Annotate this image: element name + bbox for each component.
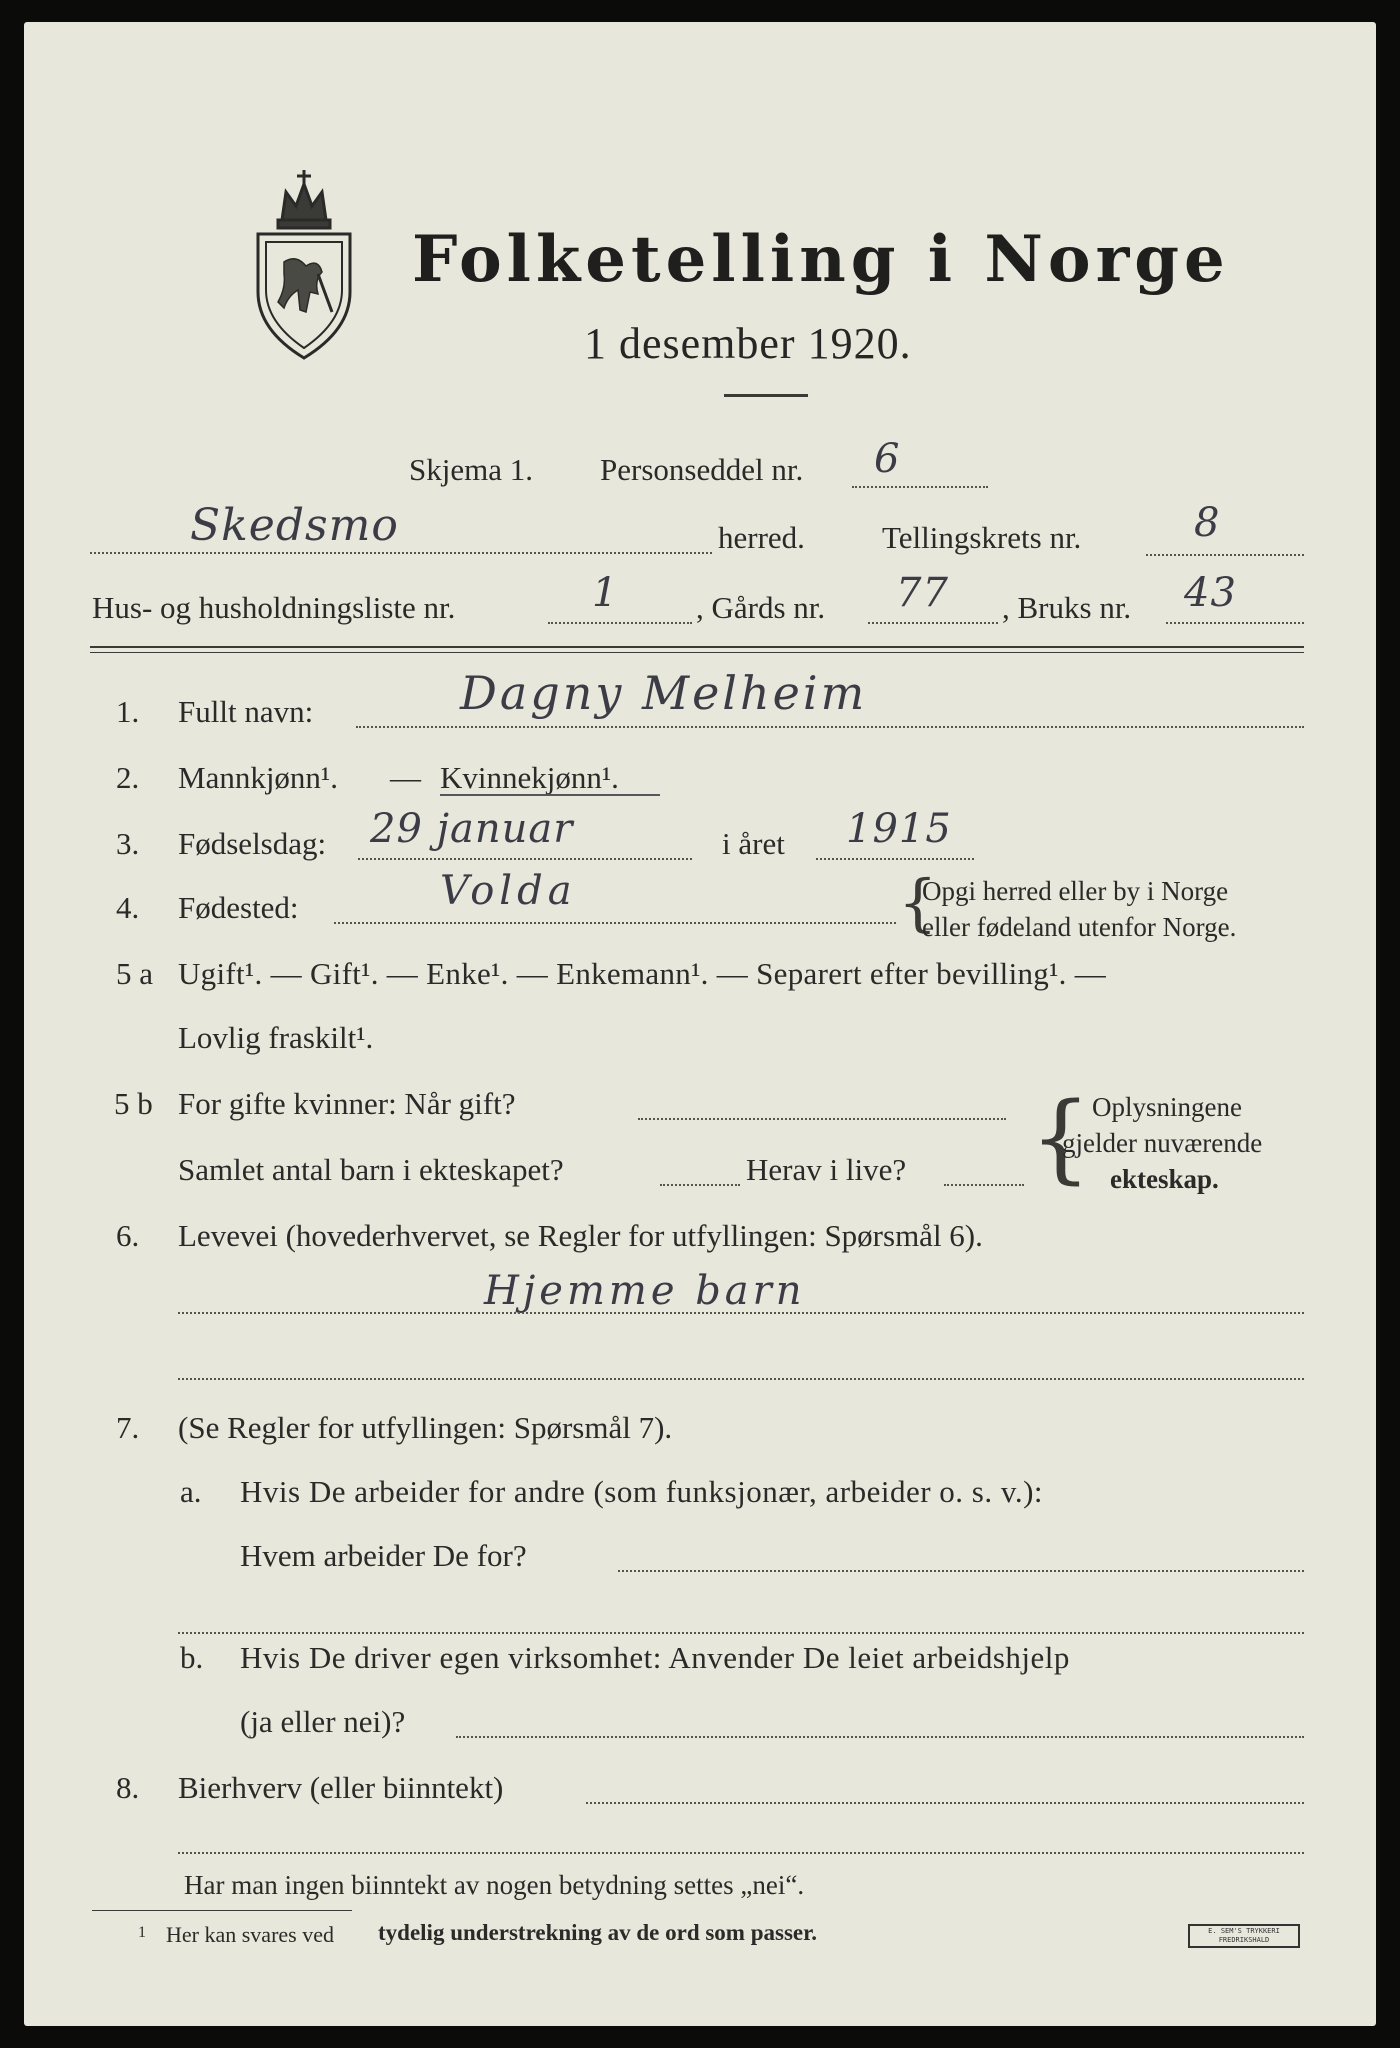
- q7-label: (Se Regler for utfyllingen: Spørsmål 7).: [178, 1410, 673, 1445]
- q3-year-label: i året: [722, 826, 785, 861]
- footnote-text-plain: Her kan svares ved: [166, 1922, 334, 1947]
- q2-dash: —: [390, 760, 421, 795]
- q3-line: [358, 858, 692, 860]
- q5a-option-divorced[interactable]: Lovlig fraskilt¹.: [178, 1020, 374, 1055]
- q1-label: Fullt navn:: [178, 694, 314, 729]
- footnote-divider: [92, 1910, 352, 1911]
- q1-line: [356, 726, 1304, 728]
- q5b-children-total: Samlet antal barn i ekteskapet?: [178, 1152, 564, 1187]
- q2-option-female[interactable]: Kvinnekjønn¹.: [440, 760, 619, 795]
- husliste-value[interactable]: 1: [592, 570, 619, 616]
- husliste-line: [548, 622, 692, 624]
- bruks-label: , Bruks nr.: [1002, 590, 1132, 625]
- gards-line: [868, 622, 998, 624]
- title-divider: [724, 394, 808, 397]
- q6-label: Levevei (hovederhvervet, se Regler for utfyllingen: Spørsmål 6).: [178, 1218, 983, 1253]
- q6-number: 6.: [116, 1218, 140, 1253]
- q4-label: Fødested:: [178, 890, 299, 925]
- q5b-children-alive-line: [944, 1184, 1024, 1186]
- q2-number: 2.: [116, 760, 140, 795]
- q5b-children-alive: Herav i live?: [746, 1152, 907, 1187]
- q5b-note-line2: gjelder nuværende: [1062, 1128, 1263, 1158]
- norwegian-coat-of-arms-icon: [244, 162, 364, 362]
- form-title: Folketelling i Norge: [412, 222, 1230, 297]
- tellingskrets-label: Tellingskrets nr.: [882, 520, 1082, 555]
- personseddel-value[interactable]: 6: [874, 436, 901, 482]
- q4-number: 4.: [116, 890, 140, 925]
- q8-note: Har man ingen biinntekt av nogen betydning settes „nei“.: [184, 1870, 805, 1900]
- header-divider-top: [90, 646, 1304, 648]
- q6-line1: [178, 1312, 1304, 1314]
- q4-note-line1: Opgi herred eller by i Norge: [922, 876, 1229, 906]
- q5a-number: 5 a: [116, 956, 154, 991]
- herred-label: herred.: [718, 520, 805, 555]
- q1-number: 1.: [116, 694, 140, 729]
- q4-note-brace: {: [898, 866, 938, 939]
- footnote-mark: 1: [138, 1924, 146, 1941]
- personseddel-label: Personseddel nr.: [600, 452, 804, 487]
- q6-line2: [178, 1378, 1304, 1380]
- q8-label: Bierhverv (eller biinntekt): [178, 1770, 504, 1805]
- q5b-note-brace: {: [1030, 1082, 1092, 1194]
- q4-birthplace[interactable]: Volda: [440, 868, 577, 914]
- q5a-options[interactable]: Ugift¹. — Gift¹. — Enke¹. — Enkemann¹. — Separert efter bevilling¹. —: [178, 956, 1107, 991]
- q7b-letter: b.: [180, 1640, 204, 1675]
- q5b-married-when-line: [638, 1118, 1006, 1120]
- gards-label: , Gårds nr.: [696, 590, 826, 625]
- bruks-value[interactable]: 43: [1184, 570, 1237, 616]
- q7-number: 7.: [116, 1410, 140, 1445]
- q4-note-line2: eller fødeland utenfor Norge.: [922, 912, 1237, 942]
- q7b-answer-label: (ja eller nei)?: [240, 1704, 406, 1739]
- q7a-employer-label: Hvem arbeider De for?: [240, 1538, 527, 1573]
- header-divider-bottom: [90, 652, 1304, 653]
- tellingskrets-line: [1146, 554, 1304, 556]
- herred-value[interactable]: Skedsmo: [190, 500, 399, 551]
- gards-value[interactable]: 77: [896, 570, 949, 616]
- q7a-employer-line2: [178, 1632, 1304, 1634]
- q8-line1: [586, 1802, 1304, 1804]
- tellingskrets-value[interactable]: 8: [1194, 500, 1221, 546]
- q3-year-line: [816, 858, 974, 860]
- q4-line: [334, 922, 896, 924]
- printer-stamp: E. SEM'S TRYKKERI FREDRIKSHALD: [1188, 1924, 1300, 1948]
- q7b-question: Hvis De driver egen virksomhet: Anvender De leiet arbeidshjelp: [240, 1640, 1070, 1675]
- q1-full-name[interactable]: Dagny Melheim: [460, 666, 868, 720]
- q2-option-male[interactable]: Mannkjønn¹.: [178, 760, 338, 795]
- footnote-text-bold: tydelig understrekning av de ord som passer.: [378, 1920, 817, 1945]
- q8-number: 8.: [116, 1770, 140, 1805]
- q5b-number: 5 b: [114, 1086, 153, 1121]
- q3-label: Fødselsdag:: [178, 826, 327, 861]
- q2-female-underline: [440, 794, 660, 796]
- bruks-line: [1166, 622, 1304, 624]
- husliste-label: Hus- og husholdningsliste nr.: [92, 590, 456, 625]
- q5b-children-total-line: [660, 1184, 740, 1186]
- q8-line2: [178, 1852, 1304, 1854]
- q7a-question: Hvis De arbeider for andre (som funksjonær, arbeider o. s. v.):: [240, 1474, 1044, 1509]
- q5b-married-when: For gifte kvinner: Når gift?: [178, 1086, 516, 1121]
- q3-birth-date[interactable]: 29 januar: [370, 806, 574, 852]
- q3-birth-year[interactable]: 1915: [846, 806, 952, 852]
- q7b-answer-line: [456, 1736, 1304, 1738]
- q7a-employer-line1: [618, 1570, 1304, 1572]
- herred-line: [90, 552, 712, 554]
- q5b-note-line3: ekteskap.: [1110, 1164, 1219, 1194]
- skjema-label: Skjema 1.: [409, 452, 533, 487]
- q7a-letter: a.: [180, 1474, 202, 1509]
- census-date: 1 desember 1920.: [584, 319, 912, 368]
- q5b-note-line1: Oplysningene: [1092, 1092, 1242, 1122]
- q3-number: 3.: [116, 826, 140, 861]
- q6-occupation[interactable]: Hjemme barn: [484, 1268, 806, 1314]
- personseddel-line: [852, 486, 988, 488]
